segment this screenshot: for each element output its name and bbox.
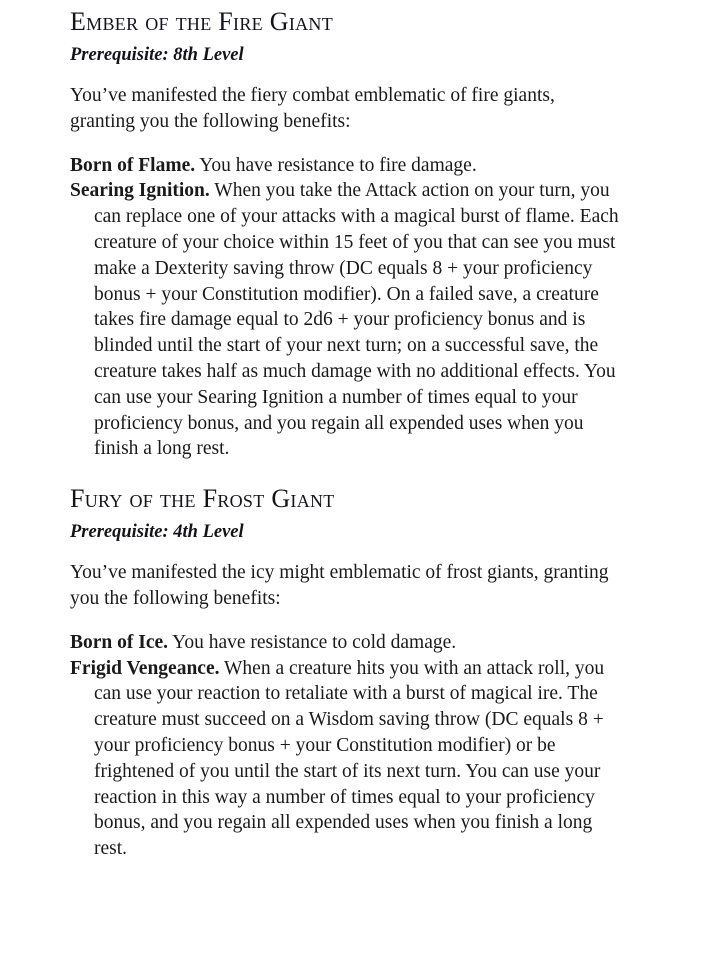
benefit-text: You have resistance to cold damage.: [168, 631, 457, 653]
benefit-entry: [70, 178, 622, 462]
benefit-text: When a creature hits you with an attack roll, you can use your reaction to retaliate with a burst of magical ire. The creature must succeed on a Wisdom saving throw (DC equals 8 + your proficiency bonus + your Constitution modifier) or be frightened of you until the start of its next turn. You can use your reaction in this way a number of times equal to your proficiency bonus, and you regain all expended uses when you finish a long rest.: [94, 657, 605, 860]
feat-heading: Fury of the Frost Giant: [70, 484, 335, 514]
benefit-name: Born of Ice.: [70, 631, 169, 653]
benefit-name: Born of Flame.: [70, 154, 196, 176]
feat-intro-paragraph: You’ve manifested the fiery combat emblematic of fire giants, granting you the following benefits:: [70, 85, 555, 132]
benefit-name: Searing Ignition.: [70, 180, 210, 202]
feat-prerequisite: Prerequisite: 4th Level: [70, 522, 244, 543]
benefit-list: [70, 153, 622, 463]
feat-heading: Ember of the Fire Giant: [70, 7, 334, 36]
benefit-entry: [70, 153, 622, 179]
benefit-name: Frigid Vengeance.: [70, 657, 220, 679]
benefit-list: [70, 630, 622, 862]
section-spacer: [70, 462, 622, 484]
benefit-entry: [70, 656, 622, 862]
feat-prerequisite: Prerequisite: 8th Level: [70, 45, 244, 65]
feat-intro-paragraph: You’ve manifested the icy might emblematic of frost giants, granting you the following benefits:: [70, 562, 609, 609]
feat-section-ember-of-the-fire-giant: [70, 7, 622, 462]
benefit-text: When you take the Attack action on your turn, you can replace one of your attacks with a magical burst of flame. Each creature of your choice within 15 feet of you that can see you must make a Dexterity saving throw (DC equals 8 + your proficiency bonus + your Constitution modifier). On a failed save, a creature takes fire damage equal to 2d6 + your proficiency bonus and is blinded until the start of your next turn; on a successful save, the creature takes half as much damage with no additional effects. You can use your Searing Ignition a number of times equal to your proficiency bonus, and you regain all expended uses when you finish a long rest.: [94, 180, 619, 460]
benefit-entry: [70, 630, 622, 656]
feat-section-fury-of-the-frost-giant: [70, 484, 622, 862]
benefit-text: You have resistance to fire damage.: [195, 154, 477, 176]
